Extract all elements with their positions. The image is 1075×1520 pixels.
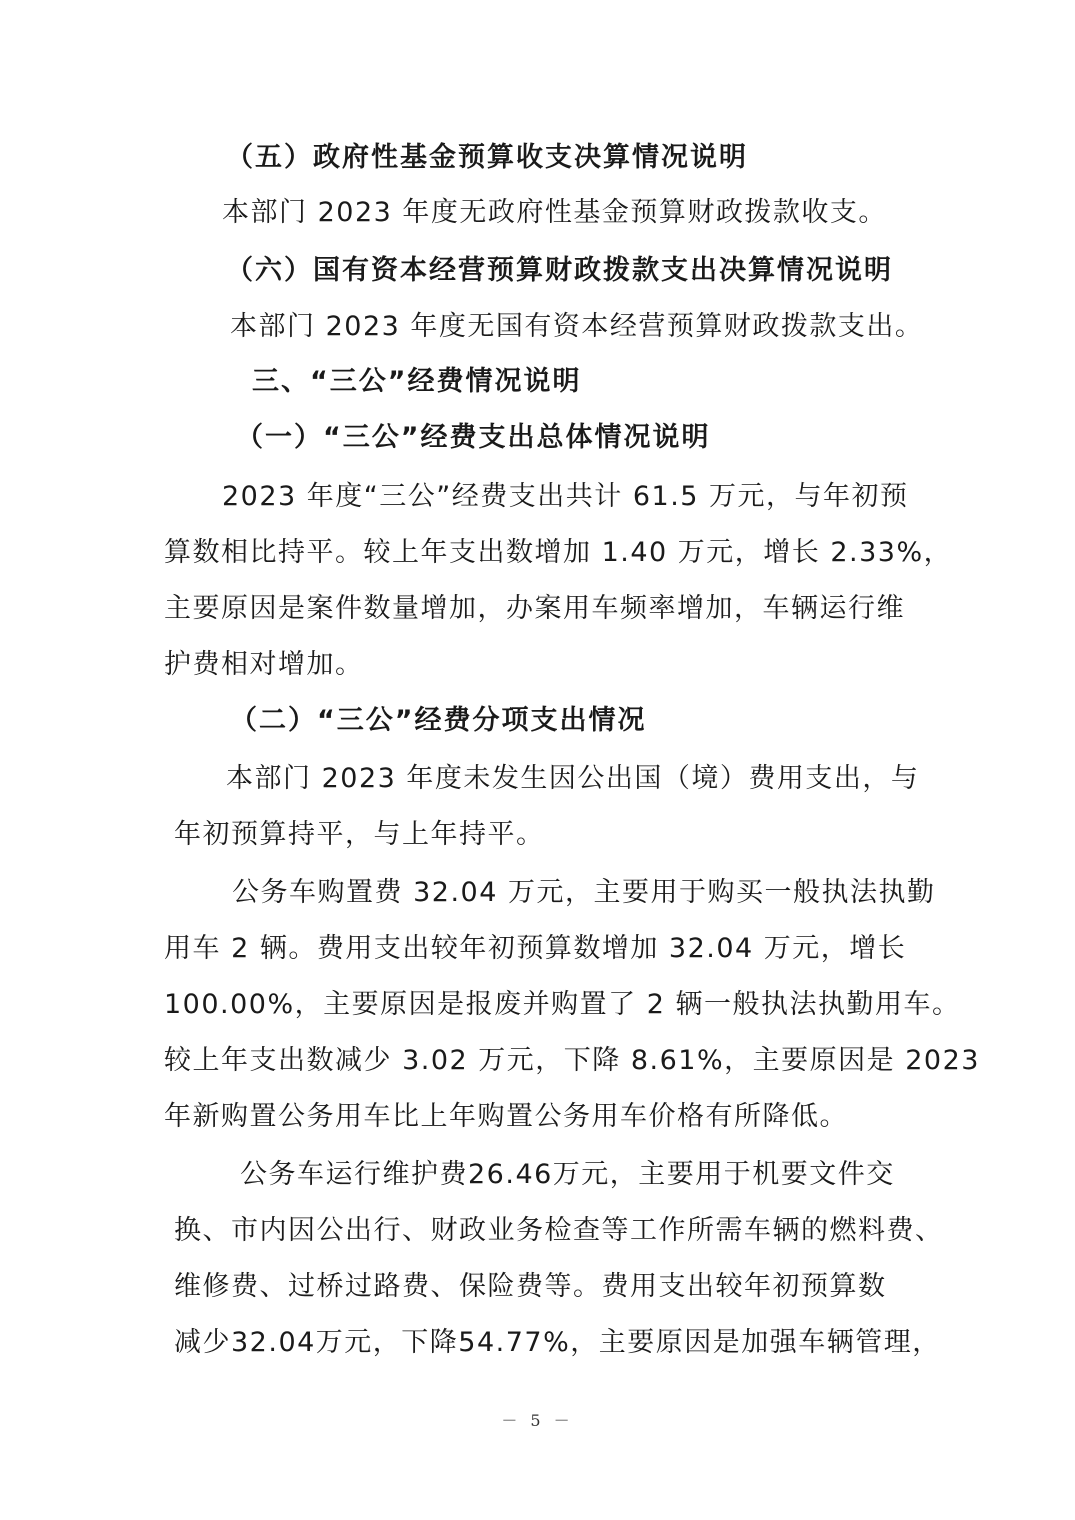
paragraph-line: 维修费、过桥过路费、保险费等。费用支出较年初预算数 — [174, 1271, 887, 1302]
paragraph-line: 100.00%，主要原因是报废并购置了 2 辆一般执法执勤用车。 — [164, 989, 961, 1020]
section-heading-fund-budget: （五）政府性基金预算收支决算情况说明 — [226, 142, 748, 173]
paragraph-line: 年新购置公务用车比上年购置公务用车价格有所降低。 — [164, 1101, 848, 1132]
paragraph-line: 较上年支出数减少 3.02 万元，下降 8.61%，主要原因是 2023 — [164, 1045, 980, 1076]
paragraph-fund-budget: 本部门 2023 年度无政府性基金预算财政拨款收支。 — [222, 197, 887, 228]
paragraph-line: 2023 年度“三公”经费支出共计 61.5 万元，与年初预 — [222, 481, 909, 512]
paragraph-line: 用车 2 辆。费用支出较年初预算数增加 32.04 万元，增长 — [164, 933, 907, 964]
paragraph-line: 减少32.04万元，下降54.77%，主要原因是加强车辆管理， — [174, 1327, 941, 1358]
page-number: － 5 － — [501, 1411, 574, 1430]
subsection-heading-overall: （一）“三公”经费支出总体情况说明 — [236, 422, 711, 453]
section-heading-three-public: 三、“三公”经费情况说明 — [252, 366, 582, 397]
paragraph-line: 算数相比持平。较上年支出数增加 1.40 万元，增长 2.33%， — [164, 537, 953, 568]
paragraph-line: 本部门 2023 年度未发生因公出国（境）费用支出，与 — [226, 763, 920, 794]
section-heading-state-capital: （六）国有资本经营预算财政拨款支出决算情况说明 — [226, 255, 893, 286]
paragraph-line: 护费相对增加。 — [164, 649, 364, 680]
paragraph-line: 换、市内因公出行、财政业务检查等工作所需车辆的燃料费、 — [174, 1215, 944, 1246]
paragraph-line: 主要原因是案件数量增加，办案用车频率增加，车辆运行维 — [164, 593, 905, 624]
subsection-heading-itemized: （二）“三公”经费分项支出情况 — [230, 705, 647, 736]
paragraph-line: 年初预算持平，与上年持平。 — [174, 819, 545, 850]
paragraph-state-capital: 本部门 2023 年度无国有资本经营预算财政拨款支出。 — [230, 311, 924, 342]
paragraph-line: 公务车运行维护费26.46万元，主要用于机要文件交 — [240, 1159, 895, 1190]
paragraph-line: 公务车购置费 32.04 万元，主要用于购买一般执法执勤 — [232, 877, 936, 908]
